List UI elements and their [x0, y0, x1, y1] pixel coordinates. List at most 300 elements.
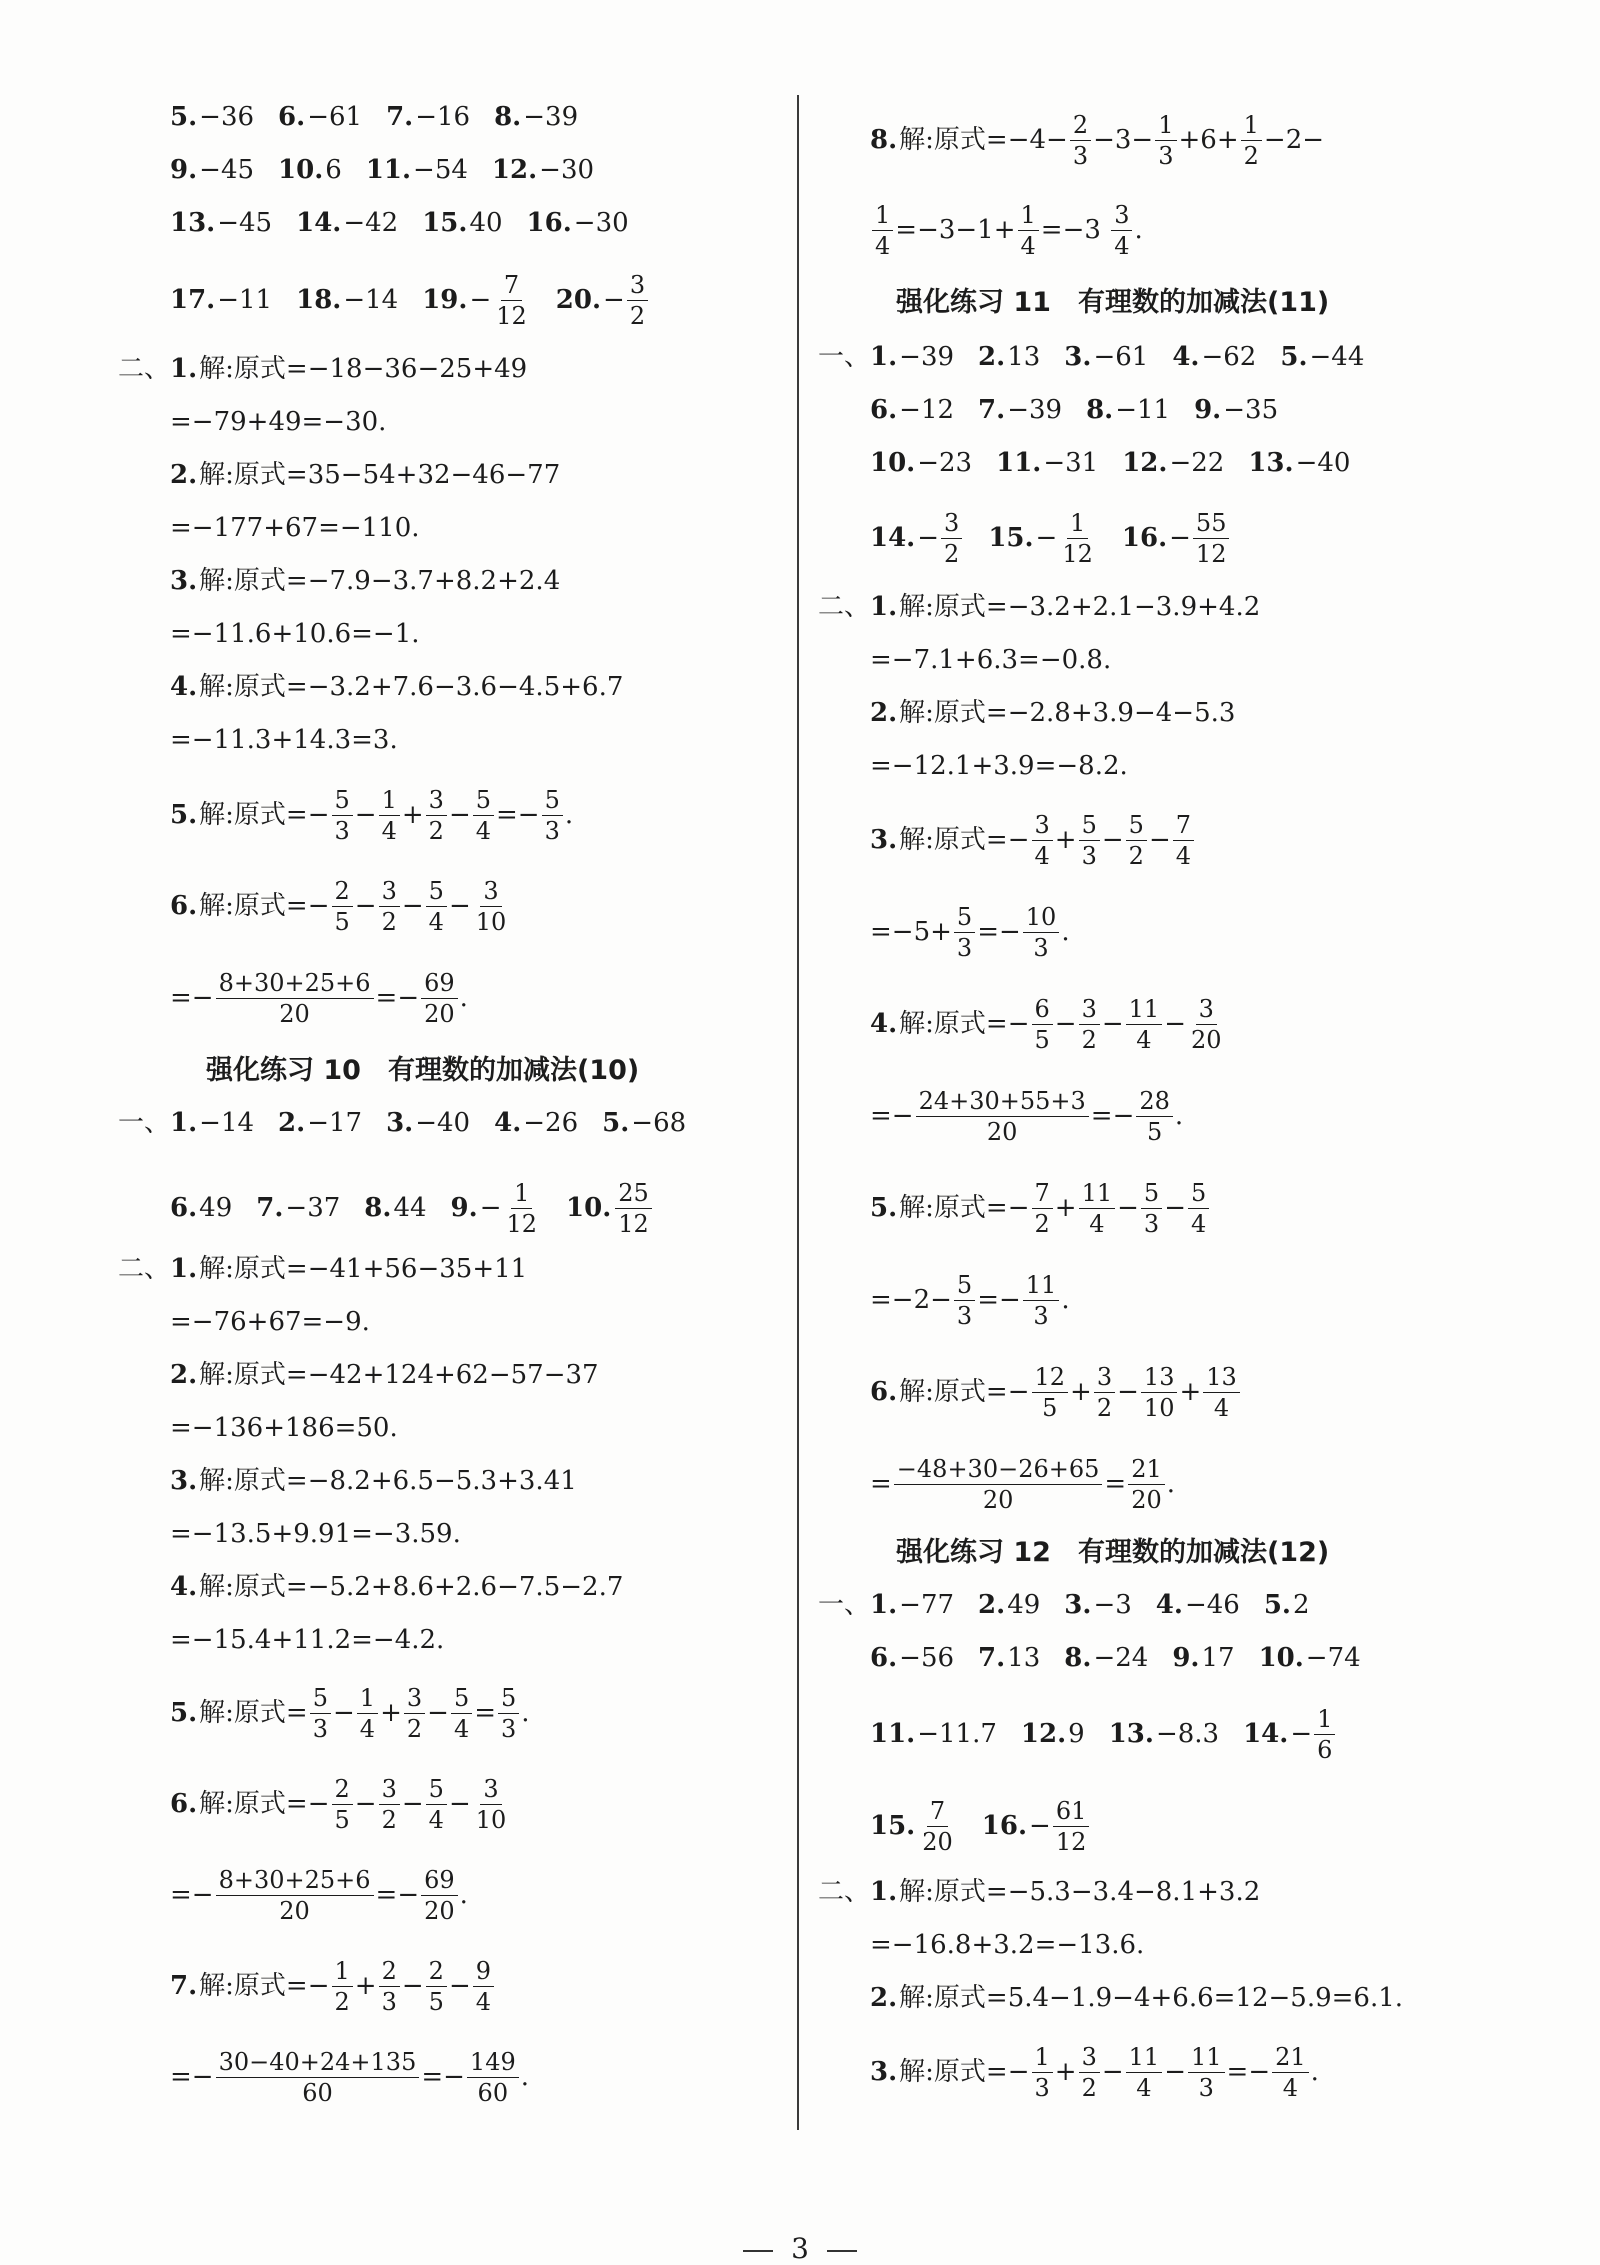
- solution-line: [118, 1570, 623, 1604]
- solution-text: 解:原式=35−54+32−46−77: [199, 460, 561, 490]
- answer-value: −77: [899, 1590, 955, 1620]
- item-number: 15.: [422, 208, 468, 238]
- answer-value: −12: [899, 395, 955, 425]
- fraction: $\frac{7}{12}$: [496, 270, 527, 330]
- answer-row: [118, 206, 629, 240]
- answer-value: −23: [917, 448, 973, 478]
- item-number: 5.: [870, 1193, 898, 1223]
- solution-line: [818, 696, 1235, 730]
- short-answer: [278, 153, 342, 187]
- answer-row: [818, 1796, 1091, 1856]
- fraction: $\frac{3}{2}$: [404, 1683, 425, 1744]
- part-prefix: 二、: [118, 354, 171, 384]
- solution-text: 解:原式=−: [199, 800, 330, 830]
- short-answer: [870, 446, 972, 480]
- short-answer: [170, 1191, 232, 1225]
- fraction: $\frac{11}{4}$: [1079, 1178, 1116, 1239]
- answer-value: −11: [217, 285, 273, 315]
- fraction: $\frac{3}{2}$: [941, 508, 962, 569]
- item-number: 13.: [1248, 448, 1294, 478]
- solution-text: 解:原式=−: [899, 1193, 1030, 1223]
- fraction: $\frac{2}{3}$: [1070, 110, 1091, 171]
- fraction: $\frac{1}{4}$: [1018, 200, 1039, 261]
- solution-text: 解:原式=−18−36−25+49: [199, 354, 528, 384]
- answer-value: −56: [899, 1643, 955, 1673]
- item-number: 3.: [386, 1108, 414, 1138]
- solution-line: 5. 解:原式=− $\frac{5}{3}$ − $\frac{1}{4}$ + $\frac{3}{2}$ − $\frac{5}{4}$ =− $\frac{5}{3}$ .: [170, 785, 574, 845]
- solution-line: [118, 458, 560, 492]
- item-number: 5.: [1280, 342, 1308, 372]
- fraction: $\frac{6}{5}$: [1032, 994, 1053, 1055]
- item-number: 1.: [170, 1108, 198, 1138]
- answer-row: [118, 100, 578, 134]
- answer-row: [818, 393, 1278, 427]
- answer-value: −: [479, 1193, 502, 1223]
- answer-value: −: [469, 285, 492, 315]
- answer-value: −62: [1201, 342, 1257, 372]
- item-number: 6.: [870, 1643, 898, 1673]
- item-number: 6.: [170, 891, 198, 921]
- fraction: $\frac{1}{6}$: [1314, 1704, 1335, 1765]
- item-number: 4.: [494, 1108, 522, 1138]
- item-number: 6.: [870, 1377, 898, 1407]
- fraction: $\frac{5}{3}$: [310, 1683, 331, 1744]
- short-answer: [1064, 340, 1148, 374]
- fraction: $\frac{61}{12}$: [1053, 1796, 1090, 1857]
- solution-text: 解:原式=−5.3−3.4−8.1+3.2: [899, 1877, 1261, 1907]
- answer-value: −45: [217, 208, 273, 238]
- short-answer: [556, 270, 650, 331]
- solution-line: = $\frac{-48+30-26+65}{20}$ = $\frac{21}{20}$ .: [870, 1454, 1175, 1514]
- fraction: $\frac{12}{5}$: [1032, 1362, 1069, 1423]
- short-answer: [870, 1796, 958, 1857]
- answer-row: [118, 1106, 686, 1140]
- answer-value: −30: [539, 155, 595, 185]
- item-number: 3.: [870, 2057, 898, 2087]
- answer-value: −22: [1169, 448, 1225, 478]
- fraction: $\frac{10}{3}$: [1023, 902, 1060, 963]
- fraction: $\frac{3}{2}$: [1094, 1362, 1115, 1423]
- item-number: 12.: [1122, 448, 1168, 478]
- part-prefix: 一、: [118, 1108, 171, 1138]
- short-answer: [492, 153, 594, 187]
- item-number: 3.: [1064, 342, 1092, 372]
- short-answer: [870, 1641, 954, 1675]
- short-answer: [978, 340, 1040, 374]
- answer-value: −: [1035, 523, 1058, 553]
- answer-value: 13: [1007, 1643, 1041, 1673]
- answer-value: −45: [199, 155, 255, 185]
- solution-line: [118, 352, 527, 386]
- answer-value: 49: [1007, 1590, 1041, 1620]
- short-answer: [278, 1106, 362, 1140]
- item-number: 2.: [170, 460, 198, 490]
- short-answer: [494, 1106, 578, 1140]
- fraction: $\frac{24+30+55+3}{20}$: [916, 1086, 1089, 1147]
- part-prefix: 二、: [818, 592, 871, 622]
- solution-text: 解:原式=−: [199, 1789, 330, 1819]
- answer-value: −35: [1223, 395, 1279, 425]
- short-answer: [982, 1796, 1092, 1857]
- item-number: 10.: [278, 155, 324, 185]
- fraction: $\frac{1}{2}$: [1241, 110, 1262, 171]
- solution-line: $\frac{1}{4}$ =−3−1+ $\frac{1}{4}$ =−3 $\frac{3}{4}$ .: [818, 200, 1143, 260]
- answer-row: [818, 1588, 1310, 1622]
- item-number: 18.: [296, 285, 342, 315]
- answer-value: −: [1029, 1811, 1051, 1841]
- answer-value: −17: [307, 1108, 363, 1138]
- solution-text: 解:原式=−2.8+3.9−4−5.3: [899, 698, 1236, 728]
- answer-value: 2: [1292, 1590, 1310, 1620]
- fraction: $\frac{8+30+25+6}{20}$: [216, 968, 374, 1029]
- fraction: $\frac{5}{4}$: [1188, 1178, 1209, 1239]
- solution-line: 8. 解:原式=−4− $\frac{2}{3}$ −3− $\frac{1}{3}$ +6+ $\frac{1}{2}$ −2−: [870, 110, 1325, 170]
- short-answer: [870, 340, 954, 374]
- fraction: $\frac{21}{4}$: [1272, 2042, 1309, 2103]
- solution-line: [118, 1623, 444, 1657]
- item-number: 16.: [981, 1811, 1028, 1841]
- answer-value: −: [917, 523, 940, 553]
- short-answer: [170, 283, 272, 317]
- fraction: $\frac{11}{4}$: [1126, 994, 1163, 1055]
- solution-line: 3. 解:原式=− $\frac{3}{4}$ + $\frac{5}{3}$ − $\frac{5}{2}$ − $\frac{7}{4}$: [818, 810, 1196, 870]
- item-number: 11.: [365, 155, 412, 185]
- item-number: 1.: [870, 592, 898, 622]
- short-answer: [170, 153, 254, 187]
- solution-text: =−3: [1040, 215, 1101, 245]
- solution-text: 解:原式=−4−: [899, 125, 1068, 155]
- item-number: 1.: [870, 342, 898, 372]
- solution-line: [118, 1358, 599, 1392]
- short-answer: [1064, 1641, 1148, 1675]
- solution-text: 解:原式=−3.2+7.6−3.6−4.5+6.7: [199, 672, 624, 702]
- solution-text: =−3−1+: [895, 215, 1016, 245]
- solution-line: [118, 564, 560, 598]
- short-answer: [566, 1178, 654, 1239]
- answer-row: [818, 340, 1364, 374]
- section-title: 强化练习 10 有理数的加减法(10): [206, 1055, 640, 1086]
- answer-row: [118, 153, 594, 187]
- answer-row: [118, 1178, 654, 1238]
- short-answer: [364, 1191, 426, 1225]
- fraction: $\frac{5}{3}$: [542, 785, 563, 846]
- item-number: 9.: [450, 1193, 478, 1223]
- item-number: 5.: [170, 102, 198, 132]
- answer-value: −3: [1093, 1590, 1132, 1620]
- fraction: $\frac{3}{2}$: [379, 1774, 400, 1835]
- fraction: $\frac{2}{3}$: [379, 1956, 400, 2017]
- solution-text: 解:原式=−42+124+62−57−37: [199, 1360, 599, 1390]
- short-answer: [1248, 446, 1350, 480]
- answer-value: −46: [1184, 1590, 1240, 1620]
- item-number: 2.: [978, 342, 1006, 372]
- fraction: $\frac{7}{20}$: [922, 1796, 953, 1856]
- item-number: 11.: [996, 448, 1042, 478]
- solution-text: =−11.3+14.3=3.: [170, 725, 398, 755]
- fraction: $\frac{3}{2}$: [1079, 2042, 1100, 2103]
- answer-value: −: [603, 285, 625, 315]
- answer-value: 40: [469, 208, 503, 238]
- item-number: 2.: [978, 1590, 1006, 1620]
- solution-line: =−2− $\frac{5}{3}$ =− $\frac{11}{3}$ .: [870, 1270, 1070, 1330]
- item-number: 2.: [870, 1983, 898, 2013]
- fraction: $\frac{7}{4}$: [1173, 810, 1194, 871]
- solution-line: [818, 1928, 1144, 1962]
- answer-value: −31: [1043, 448, 1099, 478]
- item-number: 9.: [170, 155, 198, 185]
- item-number: 3.: [1064, 1590, 1092, 1620]
- solution-text: 解:原式=−: [199, 891, 330, 921]
- short-answer: [870, 1717, 997, 1751]
- short-answer: [1156, 1588, 1240, 1622]
- item-number: 2.: [870, 698, 898, 728]
- fraction: $\frac{11}{4}$: [1126, 2042, 1163, 2103]
- fraction: $\frac{5}{2}$: [1126, 810, 1147, 871]
- item-number: 10.: [566, 1193, 612, 1223]
- solution-line: 6. 解:原式=− $\frac{12}{5}$ + $\frac{3}{2}$ − $\frac{13}{10}$ + $\frac{13}{4}$: [818, 1362, 1242, 1422]
- fraction: $\frac{1}{3}$: [1155, 110, 1176, 171]
- short-answer: [1172, 340, 1256, 374]
- fraction: $\frac{1}{12}$: [506, 1178, 538, 1238]
- short-answer: [386, 100, 470, 134]
- answer-value: −44: [1309, 342, 1365, 372]
- item-number: 9.: [1172, 1643, 1200, 1673]
- item-number: 7.: [978, 395, 1006, 425]
- answer-value: −24: [1093, 1643, 1149, 1673]
- item-number: 15.: [870, 1811, 916, 1841]
- item-number: 3.: [170, 1466, 198, 1496]
- answer-value: −37: [285, 1193, 341, 1223]
- item-number: 5.: [1263, 1590, 1291, 1620]
- short-answer: [602, 1106, 686, 1140]
- fraction: $\frac{3}{4}$: [1032, 810, 1053, 871]
- answer-value: −39: [1007, 395, 1063, 425]
- item-number: 4.: [870, 1009, 898, 1039]
- short-answer: [296, 283, 398, 317]
- item-number: 13.: [170, 208, 216, 238]
- item-number: 7.: [978, 1643, 1006, 1673]
- solution-line: =− $\frac{30-40+24+135}{60}$ =− $\frac{149}{60}$ .: [170, 2047, 529, 2107]
- item-number: 5.: [170, 800, 198, 830]
- item-number: 8.: [870, 125, 898, 155]
- answer-value: −: [1290, 1719, 1313, 1749]
- answer-value: −30: [573, 208, 629, 238]
- answer-value: −61: [1093, 342, 1149, 372]
- answer-value: −26: [523, 1108, 579, 1138]
- answer-value: −16: [415, 102, 471, 132]
- short-answer: [1109, 1717, 1219, 1751]
- item-number: 10.: [870, 448, 916, 478]
- fraction: $\frac{11}{3}$: [1188, 2042, 1225, 2103]
- short-answer: [170, 1106, 254, 1140]
- fraction: $\frac{149}{60}$: [467, 2047, 519, 2108]
- column-divider: [797, 95, 799, 2130]
- solution-line: =− $\frac{24+30+55+3}{20}$ =− $\frac{28}{5}$ .: [870, 1086, 1184, 1146]
- short-answer: [256, 1191, 340, 1225]
- answer-row: [818, 446, 1350, 480]
- item-number: 2.: [278, 1108, 306, 1138]
- item-number: 7.: [256, 1193, 284, 1223]
- solution-text: =−: [375, 983, 420, 1013]
- short-answer: [366, 153, 468, 187]
- short-answer: [978, 393, 1062, 427]
- solution-text: 解:原式=−: [899, 1377, 1030, 1407]
- solution-line: [818, 643, 1111, 677]
- fraction: $\frac{3}{2}$: [426, 785, 447, 846]
- solution-line: [118, 405, 386, 439]
- fraction: $\frac{5}{4}$: [426, 1774, 447, 1835]
- solution-line: [118, 1252, 527, 1286]
- fraction: $\frac{1}{3}$: [1032, 2042, 1053, 2103]
- item-number: 20.: [555, 285, 602, 315]
- item-number: 7.: [386, 102, 414, 132]
- solution-line: [118, 617, 420, 651]
- item-number: 8.: [1064, 1643, 1092, 1673]
- solution-text: =−11.6+10.6=−1.: [170, 619, 420, 649]
- item-number: 6.: [870, 395, 898, 425]
- page-number-text: 3: [791, 2232, 809, 2265]
- solution-text: =−76+67=−9.: [170, 1307, 370, 1337]
- answer-value: 13: [1007, 342, 1041, 372]
- item-number: 14.: [1243, 1719, 1289, 1749]
- fraction: $\frac{3}{4}$: [1111, 200, 1132, 261]
- answer-value: 9: [1068, 1719, 1085, 1749]
- solution-line: =−5+ $\frac{5}{3}$ =− $\frac{10}{3}$ .: [870, 902, 1070, 962]
- answer-value: −11: [1115, 395, 1171, 425]
- short-answer: [1194, 393, 1278, 427]
- fraction: $\frac{5}{3}$: [1141, 1178, 1162, 1239]
- fraction: $\frac{1}{2}$: [332, 1956, 353, 2017]
- short-answer: [527, 206, 629, 240]
- solution-text: =−177+67=−110.: [170, 513, 420, 543]
- short-answer: [988, 508, 1098, 569]
- answer-row: [818, 1641, 1361, 1675]
- answer-value: 6: [325, 155, 342, 185]
- item-number: 1.: [170, 354, 198, 384]
- solution-text: 解:原式=−: [199, 1971, 330, 2001]
- fraction: $\frac{1}{12}$: [1062, 508, 1093, 568]
- fraction: $\frac{5}{3}$: [498, 1683, 519, 1744]
- answer-value: −39: [899, 342, 955, 372]
- solution-line: 3. 解:原式=− $\frac{1}{3}$ + $\frac{3}{2}$ − $\frac{11}{4}$ − $\frac{11}{3}$ =− $\frac{21}{4}$ .: [870, 2042, 1319, 2102]
- item-number: 11.: [870, 1719, 916, 1749]
- solution-text: 解:原式=−7.9−3.7+8.2+2.4: [199, 566, 561, 596]
- solution-text: 解:原式=5.4−1.9−4+6.6=12−5.9=6.1.: [899, 1983, 1404, 2013]
- short-answer: [870, 393, 954, 427]
- answer-value: −14: [343, 285, 399, 315]
- solution-line: [818, 749, 1128, 783]
- section-title: 强化练习 12 有理数的加减法(12): [896, 1537, 1330, 1568]
- short-answer: [494, 100, 578, 134]
- short-answer: [278, 100, 362, 134]
- short-answer: [1280, 340, 1364, 374]
- item-number: 3.: [870, 825, 898, 855]
- solution-line: 6. 解:原式=− $\frac{2}{5}$ − $\frac{3}{2}$ − $\frac{5}{4}$ − $\frac{3}{10}$: [118, 876, 511, 936]
- fraction: $\frac{-48+30-26+65}{20}$: [894, 1454, 1103, 1515]
- solution-text: =−79+49=−30.: [170, 407, 387, 437]
- solution-line: [818, 1981, 1403, 2015]
- answer-value: 44: [393, 1193, 427, 1223]
- fraction: $\frac{3}{20}$: [1191, 994, 1222, 1054]
- solution-line: [118, 723, 398, 757]
- fraction: $\frac{28}{5}$: [1136, 1086, 1173, 1147]
- item-number: 16.: [526, 208, 572, 238]
- item-number: 19.: [422, 285, 468, 315]
- fraction: $\frac{3}{10}$: [475, 876, 507, 936]
- solution-line: 6. 解:原式=− $\frac{2}{5}$ − $\frac{3}{2}$ − $\frac{5}{4}$ − $\frac{3}{10}$: [118, 1774, 511, 1834]
- short-answer: [996, 446, 1098, 480]
- fraction: $\frac{55}{12}$: [1193, 508, 1230, 569]
- short-answer: [451, 1178, 543, 1239]
- solution-line: [118, 511, 420, 545]
- short-answer: [978, 1641, 1040, 1675]
- short-answer: [296, 206, 398, 240]
- fraction: $\frac{8+30+25+6}{20}$: [216, 1865, 374, 1926]
- item-number: 14.: [870, 523, 916, 553]
- fraction: $\frac{7}{2}$: [1032, 1178, 1053, 1239]
- item-number: 17.: [170, 285, 216, 315]
- solution-line: [818, 590, 1260, 624]
- short-answer: [170, 100, 254, 134]
- answer-value: −68: [631, 1108, 687, 1138]
- short-answer: [1122, 508, 1232, 569]
- fraction: $\frac{3}{2}$: [1079, 994, 1100, 1055]
- item-number: 4.: [1172, 342, 1200, 372]
- fraction: $\frac{11}{3}$: [1023, 1270, 1060, 1331]
- solution-text: =−5+: [870, 917, 952, 947]
- solution-text: 解:原式=−41+56−35+11: [199, 1254, 528, 1284]
- part-prefix: 一、: [818, 342, 871, 372]
- fraction: $\frac{9}{4}$: [473, 1956, 494, 2017]
- item-number: 4.: [170, 672, 198, 702]
- item-number: 8.: [494, 102, 522, 132]
- fraction: $\frac{5}{4}$: [451, 1683, 472, 1744]
- short-answer: [1264, 1588, 1310, 1622]
- solution-text: =−7.1+6.3=−0.8.: [870, 645, 1112, 675]
- solution-text: 解:原式=−3.2+2.1−3.9+4.2: [899, 592, 1261, 622]
- answer-value: −40: [1295, 448, 1351, 478]
- solution-line: [118, 1411, 398, 1445]
- fraction: $\frac{3}{2}$: [379, 876, 400, 937]
- page-number: [0, 2232, 1600, 2265]
- fraction: $\frac{2}{5}$: [426, 1956, 447, 2017]
- answer-value: −36: [199, 102, 255, 132]
- fraction: $\frac{1}{4}$: [379, 785, 400, 846]
- part-prefix: 二、: [818, 1877, 871, 1907]
- solution-line: [118, 670, 623, 704]
- solution-line: =− $\frac{8+30+25+6}{20}$ =− $\frac{69}{20}$ .: [170, 1865, 468, 1925]
- item-number: 6.: [170, 1193, 198, 1223]
- fraction: $\frac{5}{4}$: [473, 785, 494, 846]
- item-number: 4.: [170, 1572, 198, 1602]
- answer-value: −11.7: [917, 1719, 997, 1749]
- fraction: $\frac{3}{10}$: [475, 1774, 507, 1834]
- item-number: 7.: [170, 1971, 198, 2001]
- solution-text: =−16.8+3.2=−13.6.: [870, 1930, 1145, 1960]
- fraction: $\frac{5}{3}$: [1079, 810, 1100, 871]
- fraction: $\frac{2}{5}$: [332, 876, 353, 937]
- item-number: 5.: [602, 1108, 630, 1138]
- solution-text: 解:原式=−: [899, 1009, 1030, 1039]
- item-number: 1.: [870, 1590, 898, 1620]
- item-number: 2.: [170, 1360, 198, 1390]
- fraction: $\frac{2}{5}$: [332, 1774, 353, 1835]
- solution-line: =− $\frac{8+30+25+6}{20}$ =− $\frac{69}{20}$ .: [170, 968, 468, 1028]
- answer-value: 17: [1201, 1643, 1235, 1673]
- fraction: $\frac{5}{3}$: [954, 1270, 975, 1331]
- answer-value: −54: [413, 155, 468, 185]
- item-number: 5.: [170, 1698, 198, 1728]
